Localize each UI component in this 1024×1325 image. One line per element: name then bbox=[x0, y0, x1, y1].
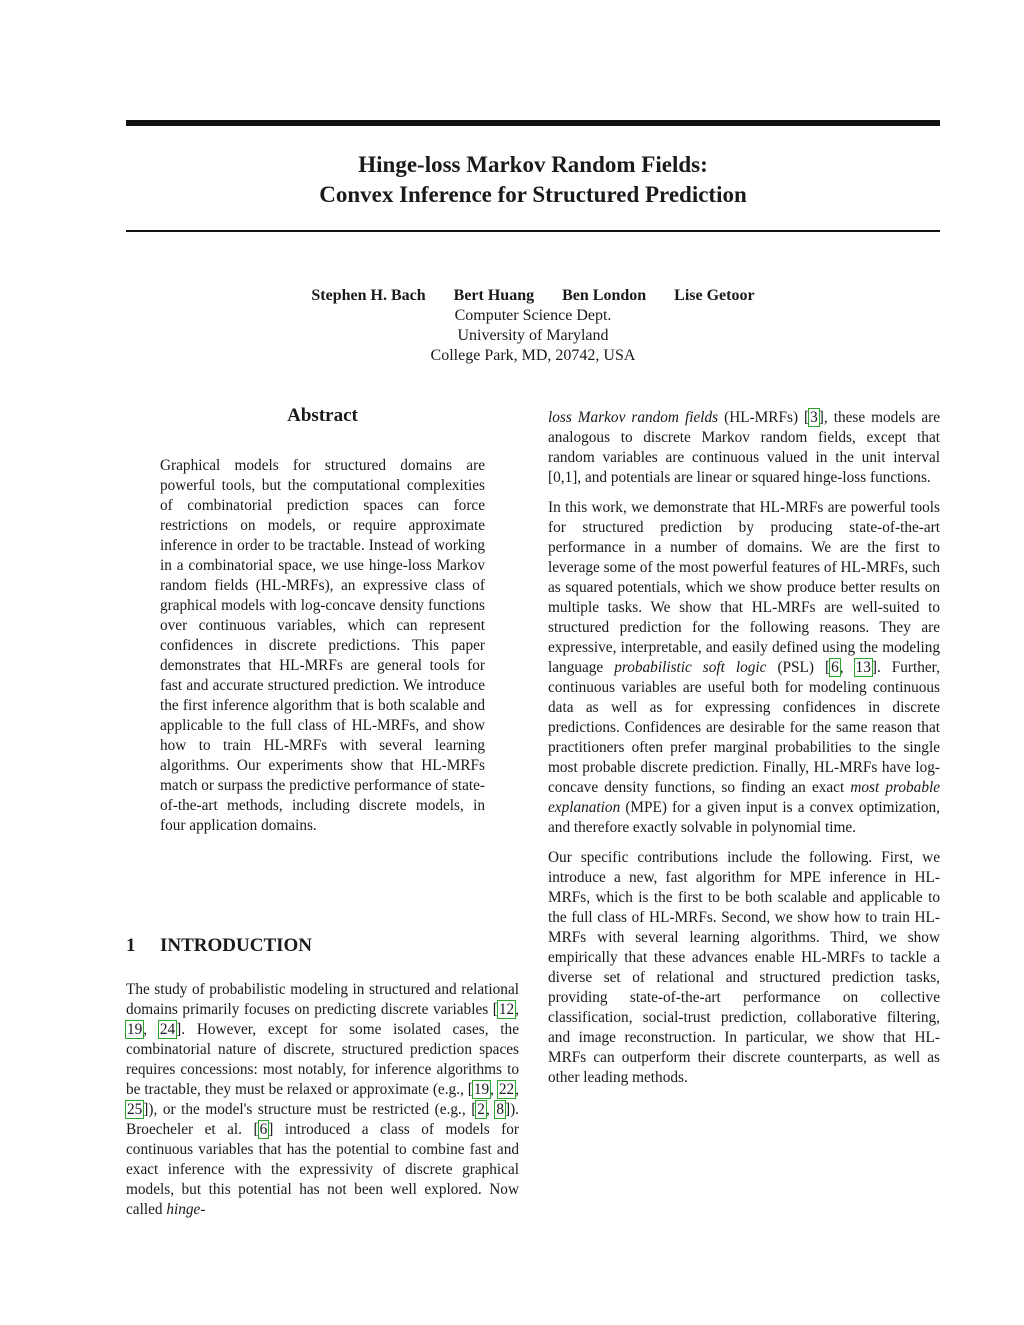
title-line-2: Convex Inference for Structured Prediction bbox=[319, 182, 747, 207]
citation-link[interactable]: 24 bbox=[159, 1021, 176, 1038]
text-run: , bbox=[515, 1001, 519, 1018]
title-line-1: Hinge-loss Markov Random Fields: bbox=[358, 152, 708, 177]
text-run-italic: hinge- bbox=[166, 1201, 206, 1218]
right-paragraph-1 bbox=[548, 408, 940, 488]
citation-link[interactable]: 2 bbox=[477, 1101, 485, 1118]
intro-paragraph bbox=[126, 980, 519, 1220]
text-run: , bbox=[490, 1081, 498, 1098]
text-run: (PSL) [ bbox=[766, 659, 831, 676]
text-run: ]). Broecheler et al. [ bbox=[126, 1101, 519, 1138]
citation-link[interactable]: 6 bbox=[259, 1121, 268, 1138]
affiliation bbox=[126, 306, 940, 366]
affiliation-line: College Park, MD, 20742, USA bbox=[430, 347, 636, 364]
text-run-italic: probabilistic soft logic bbox=[614, 659, 767, 676]
text-run: (HL-MRFs) [ bbox=[718, 409, 810, 426]
citation-link[interactable]: 8 bbox=[496, 1101, 504, 1118]
citation-link[interactable]: 13 bbox=[855, 659, 871, 676]
text-run: ]), or the model's structure must be restricted (e.g., [ bbox=[143, 1101, 477, 1118]
citation-link[interactable]: 12 bbox=[498, 1001, 515, 1018]
right-paragraph-3: Our specific contributions include the following. First, we introduce a new, fast algorithm for MPE inference in HL-MRFs, which is the first to be both scalable and applicable to the full class of HL-MRFs. Second, we show how to train HL-MRFs with several learning algorithms. Third, we show empirically that these advances enable HL-MRFs to tackle a diverse set of relational and structured prediction tasks, providing state-of-the-art performance on collective classification, social-trust prediction, collaborative filtering, and image reconstruction. In particular, we show that HL-MRFs can outperform their discrete counterparts, as well as other leading methods. bbox=[548, 849, 940, 1086]
author-name: Ben London bbox=[562, 287, 647, 304]
author-name: Bert Huang bbox=[453, 287, 535, 304]
text-run-italic: most probable explanation bbox=[548, 779, 941, 816]
text-run: ]. However, except for some isolated cases, the combinatorial nature of discrete, structured prediction spaces requires concessions: most notably, for inference algorithms to be tractable, they must be relaxed or approximate (e.g., [ bbox=[126, 1021, 519, 1098]
section-number: 1 bbox=[126, 935, 136, 956]
text-run: The study of probabilistic modeling in structured and relational domains primarily focuses on predicting discrete variables [ bbox=[126, 981, 519, 1018]
abstract-text: Graphical models for structured domains are powerful tools, but the computational complexities of combinatorial prediction spaces can force restrictions on models, or require approximate inference in order to be tractable. Instead of working in a combinatorial space, we use hinge-loss Markov random fields (HL-MRFs), an expressive class of graphical models with log-concave density functions over continuous variables, which can represent confidences in discrete predictions. This paper demonstrates that HL-MRFs are general tools for fast and accurate structured prediction. We introduce the first inference algorithm that is both scalable and applicable to the full class of HL-MRFs, and show how to train HL-MRFs with several learning algorithms. Our experiments show that HL-MRFs match or surpass the predictive performance of state-of-the-art methods, including discrete models, in four application domains. bbox=[160, 457, 485, 834]
citation-link[interactable]: 6 bbox=[831, 659, 839, 676]
title-bottom-rule bbox=[126, 230, 940, 232]
text-run: ]. Further, continuous variables are useful both for modeling continuous data as well as for expressing confidences in discrete predictions. Confidences are desirable for the same reason that practitioners often prefer marginal probabilities to the single most probable discrete prediction. Finally, HL-MRFs have log-concave density functions, so finding an exact bbox=[548, 659, 940, 796]
intro-column bbox=[126, 980, 519, 1230]
citation-link[interactable]: 3 bbox=[810, 409, 818, 426]
citation-link[interactable]: 22 bbox=[498, 1081, 515, 1098]
text-run: ] introduced a class of models for continuous variables that has the potential to combine fast and exact inference with the expressivity of discrete graphical models, but this potential has not been well explored. Now called bbox=[126, 1121, 519, 1218]
abstract-body bbox=[160, 456, 485, 846]
abstract-heading: Abstract bbox=[287, 405, 358, 426]
right-column bbox=[548, 408, 940, 1098]
author-name: Lise Getoor bbox=[674, 287, 755, 304]
text-run: (MPE) for a given input is a convex optimization, and therefore exactly solvable in polynomial time. bbox=[548, 799, 940, 836]
text-run-italic: loss Markov random fields bbox=[548, 409, 719, 426]
section-title: INTRODUCTION bbox=[160, 935, 313, 956]
text-run: , bbox=[839, 659, 855, 676]
citation-link[interactable]: 19 bbox=[127, 1021, 143, 1038]
affiliation-line: Computer Science Dept. bbox=[454, 307, 612, 324]
text-run: , bbox=[515, 1081, 519, 1098]
title-top-rule bbox=[126, 120, 940, 126]
text-run: , bbox=[143, 1021, 159, 1038]
citation-link[interactable]: 19 bbox=[473, 1081, 490, 1098]
text-run: ], these models are analogous to discrete Markov random fields, except that random variables are continuous valued in the unit interval [0,1], and potentials are linear or squared hinge-loss functions. bbox=[548, 409, 940, 486]
paper-title bbox=[126, 150, 940, 210]
section-heading bbox=[126, 935, 312, 957]
affiliation-line: University of Maryland bbox=[457, 327, 609, 344]
citation-link[interactable]: 25 bbox=[127, 1101, 143, 1118]
text-run: , bbox=[485, 1101, 496, 1118]
right-paragraph-2 bbox=[548, 498, 940, 838]
author-name: Stephen H. Bach bbox=[311, 287, 426, 304]
author-block bbox=[126, 286, 940, 366]
author-names bbox=[126, 286, 940, 306]
text-run: In this work, we demonstrate that HL-MRFs are powerful tools for structured prediction by producing state-of-the-art performance in a number of domains. We are the first to leverage some of the most powerful features of HL-MRFs, such as squared potentials, which we show produce better results on multiple tasks. We show that HL-MRFs are well-suited to structured prediction for the following reasons. They are expressive, interpretable, and easily defined using the modeling language bbox=[548, 499, 940, 676]
